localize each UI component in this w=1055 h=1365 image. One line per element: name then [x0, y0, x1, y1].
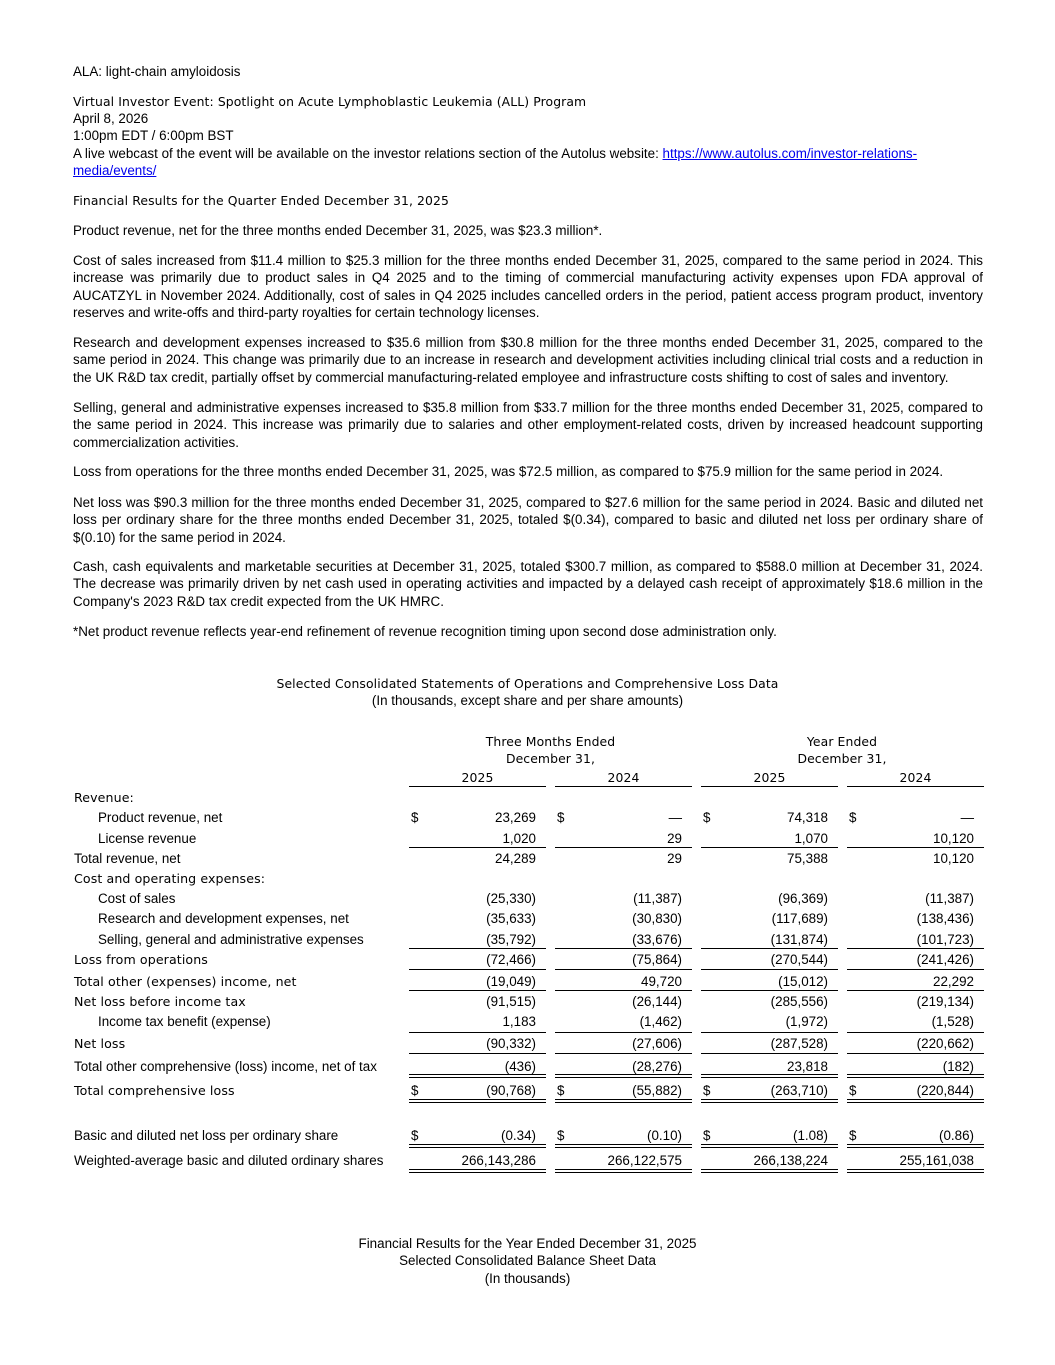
- table-row: [0, 911, 1055, 931]
- paragraph-loss-from-operations: Loss from operations for the three months ended December 31, 2025, was $72.5 million, as compared to $75.9 million for the same period in 2024.: [73, 464, 944, 479]
- underline-rule: [701, 847, 838, 848]
- row-label: Total other comprehensive (loss) income, net of tax: [74, 1059, 377, 1074]
- cell-value: (0.86): [939, 1128, 974, 1143]
- group-header-three-months-date: December 31,: [505, 751, 596, 766]
- event-title: Virtual Investor Event: Spotlight on Acute Lymphoblastic Leukemia (ALL) Program: [73, 94, 587, 109]
- balance-sheet-heading: Selected Consolidated Balance Sheet Data: [399, 1253, 656, 1268]
- cell-value: 23,269: [495, 810, 536, 825]
- cell-value: (1.08): [793, 1128, 828, 1143]
- double-underline-rule: [409, 1144, 546, 1148]
- cell-value: 10,120: [933, 851, 974, 866]
- double-underline-rule: [701, 1169, 838, 1173]
- table-subtitle: (In thousands, except share and per share amounts): [371, 693, 684, 708]
- table-row: [0, 831, 1055, 851]
- cell-value: (75,864): [632, 952, 682, 967]
- underline-rule: [847, 847, 984, 848]
- underline-rule: [847, 1053, 984, 1054]
- cell-value: (287,528): [770, 1036, 828, 1051]
- underline-rule: [847, 969, 984, 970]
- underline-rule: [409, 847, 546, 848]
- cell-value: 49,720: [641, 974, 682, 989]
- cell-value: (101,723): [916, 932, 974, 947]
- double-underline-rule: [409, 1099, 546, 1103]
- underline-rule: [409, 1053, 546, 1054]
- cell-value: 75,388: [787, 851, 828, 866]
- paragraph-net-loss: Net loss was $90.3 million for the three months ended December 31, 2025, compared to $27.6 million for the same period in 2024. Basic and diluted net loss per ordinary share for the three months ended December 31, 2025, totaled $(0.34), compared to basic and diluted net loss per ordinary share of $(0.10) for the same period in 2024.: [73, 495, 983, 545]
- underline-rule: [409, 990, 546, 991]
- cell-value: (19,049): [486, 974, 536, 989]
- currency-symbol: $: [557, 810, 565, 825]
- cell-value: (117,689): [771, 911, 828, 926]
- cell-value: (35,633): [486, 911, 536, 926]
- underline-rule: [555, 1032, 692, 1033]
- underline-rule: [847, 990, 984, 991]
- double-underline-rule: [555, 1099, 692, 1103]
- cell-value: (263,710): [770, 1083, 828, 1098]
- underline-rule: [555, 786, 692, 787]
- cell-value: 266,122,575: [607, 1153, 682, 1168]
- row-label: Basic and diluted net loss per ordinary share: [74, 1128, 339, 1143]
- underline-rule: [409, 1032, 546, 1033]
- table-title: Selected Consolidated Statements of Operations and Comprehensive Loss Data: [276, 676, 779, 691]
- cell-value: (182): [942, 1059, 974, 1074]
- underline-rule: [701, 1032, 838, 1033]
- row-label: Revenue:: [74, 790, 134, 805]
- underline-rule: [555, 990, 692, 991]
- table-row: [0, 974, 1055, 994]
- currency-symbol: $: [849, 1128, 857, 1143]
- double-underline-rule: [409, 1074, 546, 1078]
- cell-value: 29: [667, 851, 682, 866]
- table-row: [0, 851, 1055, 871]
- cell-value: (131,874): [770, 932, 828, 947]
- underline-rule: [701, 948, 838, 949]
- double-underline-rule: [555, 1074, 692, 1078]
- cell-value: (1,528): [931, 1014, 974, 1029]
- cell-value: (91,515): [486, 994, 536, 1009]
- event-date: April 8, 2026: [73, 111, 149, 126]
- cell-value: (28,276): [632, 1059, 682, 1074]
- cell-value: (270,544): [770, 952, 828, 967]
- underline-rule: [701, 969, 838, 970]
- underline-rule: [555, 1053, 692, 1054]
- row-label: Research and development expenses, net: [98, 911, 349, 926]
- currency-symbol: $: [703, 1128, 711, 1143]
- cell-value: (90,332): [486, 1036, 536, 1051]
- cell-value: (0.34): [501, 1128, 536, 1143]
- cell-value: (138,436): [916, 911, 974, 926]
- cell-value: 266,138,224: [753, 1153, 828, 1168]
- double-underline-rule: [701, 1074, 838, 1078]
- table-row: [0, 871, 1055, 891]
- currency-symbol: $: [557, 1128, 565, 1143]
- underline-rule: [847, 1032, 984, 1033]
- currency-symbol: $: [849, 1083, 857, 1098]
- currency-symbol: $: [703, 810, 711, 825]
- double-underline-rule: [847, 1169, 984, 1173]
- table-row: [0, 790, 1055, 810]
- cell-value: 29: [667, 831, 682, 846]
- double-underline-rule: [847, 1144, 984, 1148]
- cell-value: (33,676): [632, 932, 682, 947]
- currency-symbol: $: [411, 810, 419, 825]
- double-underline-rule: [555, 1169, 692, 1173]
- cell-value: —: [960, 810, 974, 825]
- paragraph-product-revenue: Product revenue, net for the three months ended December 31, 2025, was $23.3 million*.: [73, 223, 603, 238]
- cell-value: (220,662): [916, 1036, 974, 1051]
- ala-definition: ALA: light-chain amyloidosis: [73, 64, 241, 79]
- year-header: 2025: [461, 770, 494, 785]
- cell-value: (0.10): [647, 1128, 682, 1143]
- currency-symbol: $: [849, 810, 857, 825]
- cell-value: (96,369): [778, 891, 828, 906]
- cell-value: (11,387): [633, 891, 682, 906]
- cell-value: 266,143,286: [461, 1153, 536, 1168]
- underline-rule: [847, 948, 984, 949]
- row-label: Loss from operations: [74, 952, 208, 967]
- row-label: Cost of sales: [98, 891, 176, 906]
- cell-value: 24,289: [495, 851, 536, 866]
- webcast-text: A live webcast of the event will be available on the investor relations section of the Autolus website:: [73, 146, 663, 161]
- double-underline-rule: [847, 1074, 984, 1078]
- cell-value: (436): [504, 1059, 536, 1074]
- double-underline-rule: [555, 1144, 692, 1148]
- row-label: Income tax benefit (expense): [98, 1014, 271, 1029]
- cell-value: (26,144): [632, 994, 682, 1009]
- year-header: 2024: [607, 770, 640, 785]
- webcast-link[interactable]: https://www.autolus.com/investor-relations-media/events/: [73, 146, 918, 179]
- cell-value: 23,818: [787, 1059, 828, 1074]
- balance-sheet-units: (In thousands): [484, 1271, 571, 1286]
- double-underline-rule: [701, 1099, 838, 1103]
- row-label: Weighted-average basic and diluted ordinary shares: [74, 1153, 384, 1168]
- cell-value: (30,830): [632, 911, 682, 926]
- currency-symbol: $: [411, 1083, 419, 1098]
- cell-value: 10,120: [933, 831, 974, 846]
- cell-value: (27,606): [632, 1036, 682, 1051]
- year-header: 2025: [753, 770, 786, 785]
- table-row: [0, 891, 1055, 911]
- cell-value: (1,972): [785, 1014, 828, 1029]
- underline-rule: [555, 847, 692, 848]
- double-underline-rule: [701, 1144, 838, 1148]
- footnote-net-product-revenue: *Net product revenue reflects year-end refinement of revenue recognition timing upon second dose administration only.: [73, 624, 777, 639]
- cell-value: 74,318: [787, 810, 828, 825]
- row-label: Product revenue, net: [98, 810, 223, 825]
- cell-value: (25,330): [486, 891, 536, 906]
- table-row: [0, 932, 1055, 952]
- cell-value: (241,426): [916, 952, 974, 967]
- row-label: Total revenue, net: [74, 851, 181, 866]
- cell-value: (219,134): [916, 994, 974, 1009]
- cell-value: (90,768): [486, 1083, 536, 1098]
- underline-rule: [555, 948, 692, 949]
- underline-rule: [409, 948, 546, 949]
- underline-rule: [847, 786, 984, 787]
- underline-rule: [701, 786, 838, 787]
- cell-value: 1,020: [502, 831, 536, 846]
- currency-symbol: $: [411, 1128, 419, 1143]
- table-row: [0, 994, 1055, 1014]
- cell-value: 1,070: [794, 831, 828, 846]
- cell-value: —: [668, 810, 682, 825]
- underline-rule: [555, 969, 692, 970]
- paragraph-research-development: Research and development expenses increased to $35.6 million from $30.8 million for the three months ended December 31, 2025, compared to the same period in 2024. This change was primarily due to an increase in research and development activities including clinical trial costs and a reduction in the UK R&D tax credit, partially offset by commercial manufacturing-related employee and infrastructure costs shifting to cost of sales and inventory.: [73, 335, 983, 385]
- double-underline-rule: [847, 1099, 984, 1103]
- row-label: Total comprehensive loss: [74, 1083, 235, 1098]
- row-label: Cost and operating expenses:: [74, 871, 266, 886]
- paragraph-sga: Selling, general and administrative expenses increased to $35.8 million from $33.7 million for the three months ended December 31, 2025, compared to the same period in 2024. This increase was primarily due to salaries and other employment-related costs, driven by increased headcount supporting commercialization activities.: [73, 400, 983, 450]
- cell-value: 255,161,038: [899, 1153, 974, 1168]
- event-time: 1:00pm EDT / 6:00pm BST: [73, 128, 234, 143]
- cell-value: (285,556): [770, 994, 828, 1009]
- underline-rule: [701, 990, 838, 991]
- year-section-heading: Financial Results for the Year Ended December 31, 2025: [358, 1236, 697, 1251]
- double-underline-rule: [409, 1169, 546, 1173]
- cell-value: (220,844): [916, 1083, 974, 1098]
- row-label: Net loss: [74, 1036, 126, 1051]
- cell-value: (35,792): [486, 932, 536, 947]
- year-header: 2024: [899, 770, 932, 785]
- cell-value: (11,387): [925, 891, 974, 906]
- group-header-year: Year Ended: [806, 734, 878, 749]
- cell-value: (15,012): [778, 974, 828, 989]
- table-row: [0, 1014, 1055, 1034]
- group-header-year-date: December 31,: [797, 751, 887, 766]
- cell-value: (72,466): [486, 952, 536, 967]
- cell-value: 22,292: [933, 974, 974, 989]
- paragraph-cash: Cash, cash equivalents and marketable securities at December 31, 2025, totaled $300.7 million, as compared to $588.0 million at December 31, 2024. The decrease was primarily driven by net cash used in operating activities and impacted by a delayed cash receipt of approximately $18.6 million in the Company's 2023 R&D tax credit expected from the UK HMRC.: [73, 559, 983, 609]
- row-label: Total other (expenses) income, net: [74, 974, 297, 989]
- currency-symbol: $: [557, 1083, 565, 1098]
- row-label: Selling, general and administrative expenses: [98, 932, 364, 947]
- group-header-three-months: Three Months Ended: [485, 734, 616, 749]
- quarter-section-heading: Financial Results for the Quarter Ended December 31, 2025: [73, 193, 449, 208]
- paragraph-cost-of-sales: Cost of sales increased from $11.4 million to $25.3 million for the three months ended December 31, 2025, compared to the same period in 2024. This increase was primarily due to product sales in Q4 2025 and to the timing of commercial manufacturing activity expenses upon FDA approval of AUCATZYL in November 2024. Additionally, cost of sales in Q4 2025 includes cancelled orders in the period, patient access program product, inventory reserves and write-offs and third-party royalties for certain technology licenses.: [73, 253, 983, 320]
- underline-rule: [701, 1053, 838, 1054]
- cell-value: 1,183: [502, 1014, 536, 1029]
- row-label: License revenue: [98, 831, 197, 846]
- row-label: Net loss before income tax: [74, 994, 246, 1009]
- underline-rule: [409, 786, 546, 787]
- currency-symbol: $: [703, 1083, 711, 1098]
- table-row: [0, 810, 1055, 830]
- cell-value: (1,462): [639, 1014, 682, 1029]
- underline-rule: [409, 969, 546, 970]
- cell-value: (55,882): [632, 1083, 682, 1098]
